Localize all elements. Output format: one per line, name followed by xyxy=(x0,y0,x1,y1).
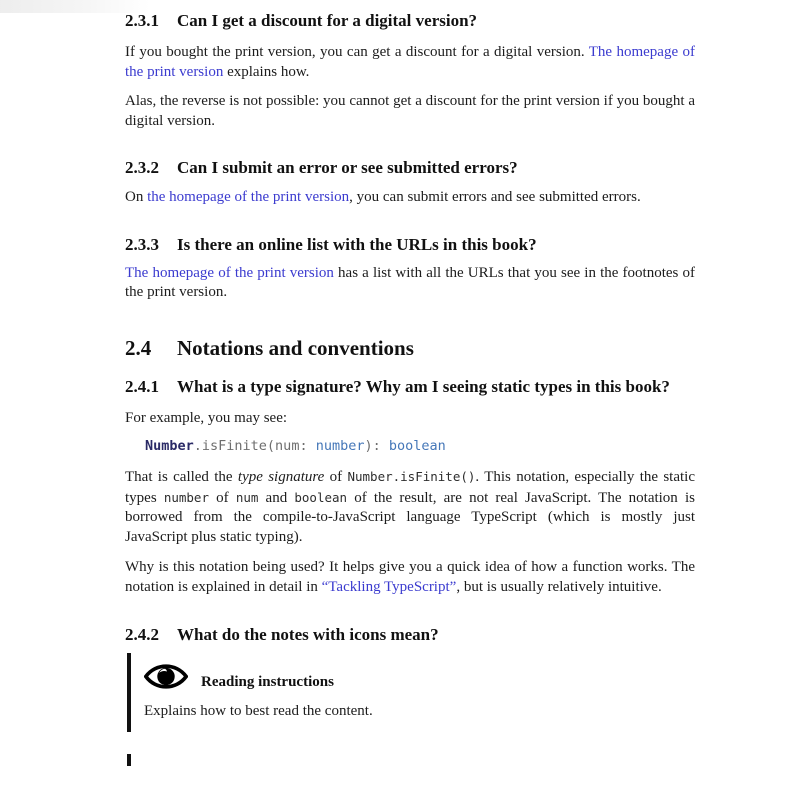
section-title: Is there an online list with the URLs in this book? xyxy=(177,234,537,254)
paragraph-type-signature xyxy=(125,467,695,547)
section-number: 2.4.1 xyxy=(125,376,159,396)
section-title: Can I submit an error or see submitted errors? xyxy=(177,158,518,177)
paragraph-discount-1 xyxy=(125,43,695,82)
next-note-partial-bar xyxy=(127,754,131,766)
note-header xyxy=(144,660,695,693)
note-body: Explains how to best read the content. xyxy=(144,703,373,719)
section-number: 2.3.3 xyxy=(125,234,159,254)
paragraph-errors xyxy=(125,188,695,208)
inline-code: boolean xyxy=(294,489,348,505)
link-tackling-typescript[interactable]: “Tackling TypeScript” xyxy=(321,578,457,595)
section-title: What do the notes with icons mean? xyxy=(177,625,439,644)
inline-code: num xyxy=(235,489,259,505)
note-reading-instructions xyxy=(127,653,695,732)
tok_class-text: Number xyxy=(145,438,194,454)
link-homepage-print-version[interactable]: The homepage of the print version xyxy=(125,264,334,281)
link-homepage-print-version[interactable]: The homepage of the print version xyxy=(125,44,695,80)
note-title: Reading instructions xyxy=(201,674,334,690)
tok_plain-text: .isFinite(num: xyxy=(193,438,316,454)
paragraph-discount-2 xyxy=(125,92,695,131)
text-run: explains how. xyxy=(223,63,310,80)
text-run: and xyxy=(258,489,295,506)
section-heading-2-4 xyxy=(125,335,695,361)
text-run: , you can submit errors and see submitted errors. xyxy=(349,189,641,205)
text-run: of xyxy=(324,469,348,485)
section-heading-2-3-1 xyxy=(125,10,695,31)
section-heading-2-4-2 xyxy=(125,624,695,645)
inline-code: number xyxy=(163,489,209,505)
text-run: For example, you may see: xyxy=(125,409,288,426)
section-title: Can I get a discount for a digital version? xyxy=(177,11,478,30)
text-run: Alas, the reverse is not possible: you cannot get a discount for the print version if you bought a digital version. xyxy=(125,93,695,129)
section-heading-2-3-2 xyxy=(125,157,695,178)
text-run: has a list with all the URLs that you see in the footnotes of the print version. xyxy=(125,264,695,300)
section-title: Notations and conventions xyxy=(177,335,414,360)
paragraph-why-notation xyxy=(125,558,695,597)
text-run: of the result, are not real JavaScript. The notation is borrowed from the compile-to-JavaScript language TypeScript (which is mostly just JavaScript plus static typing). xyxy=(125,489,695,545)
text-run: , but is usually relatively intuitive. xyxy=(456,578,662,595)
text-run: If you bought the print version, you can get a discount for a digital version. xyxy=(125,44,589,60)
em-text: type signature xyxy=(237,469,325,485)
section-number: 2.3.1 xyxy=(125,11,159,30)
tok_type-text: number xyxy=(315,438,365,454)
section-heading-2-3-3 xyxy=(125,234,695,255)
section-number: 2.3.2 xyxy=(125,158,159,177)
section-title: What is a type signature? Why am I seeing static types in this book? xyxy=(177,376,670,396)
code-block xyxy=(145,438,695,455)
inline-code: Number.isFinite() xyxy=(347,469,476,484)
text-run: On xyxy=(125,189,148,205)
eye-icon xyxy=(144,660,188,693)
text-run: . This notation, especially the static types xyxy=(125,469,696,506)
section-number: 2.4 xyxy=(125,335,152,360)
text-run: That is called the xyxy=(125,469,238,485)
link-homepage-print-version[interactable]: the homepage of the print version xyxy=(147,189,350,205)
page-content xyxy=(125,0,695,766)
section-number: 2.4.2 xyxy=(125,625,159,644)
text-run: of xyxy=(208,489,236,506)
paragraph-example-intro xyxy=(125,409,695,429)
tok_plain-text: ): xyxy=(364,438,389,454)
text-run: Why is this notation being used? It helps give you a quick idea of how a function works. The notation is explained in detail in xyxy=(125,559,695,595)
section-heading-2-4-1 xyxy=(125,376,695,397)
paragraph-urls xyxy=(125,264,695,303)
tok_type-text: boolean xyxy=(388,438,446,454)
